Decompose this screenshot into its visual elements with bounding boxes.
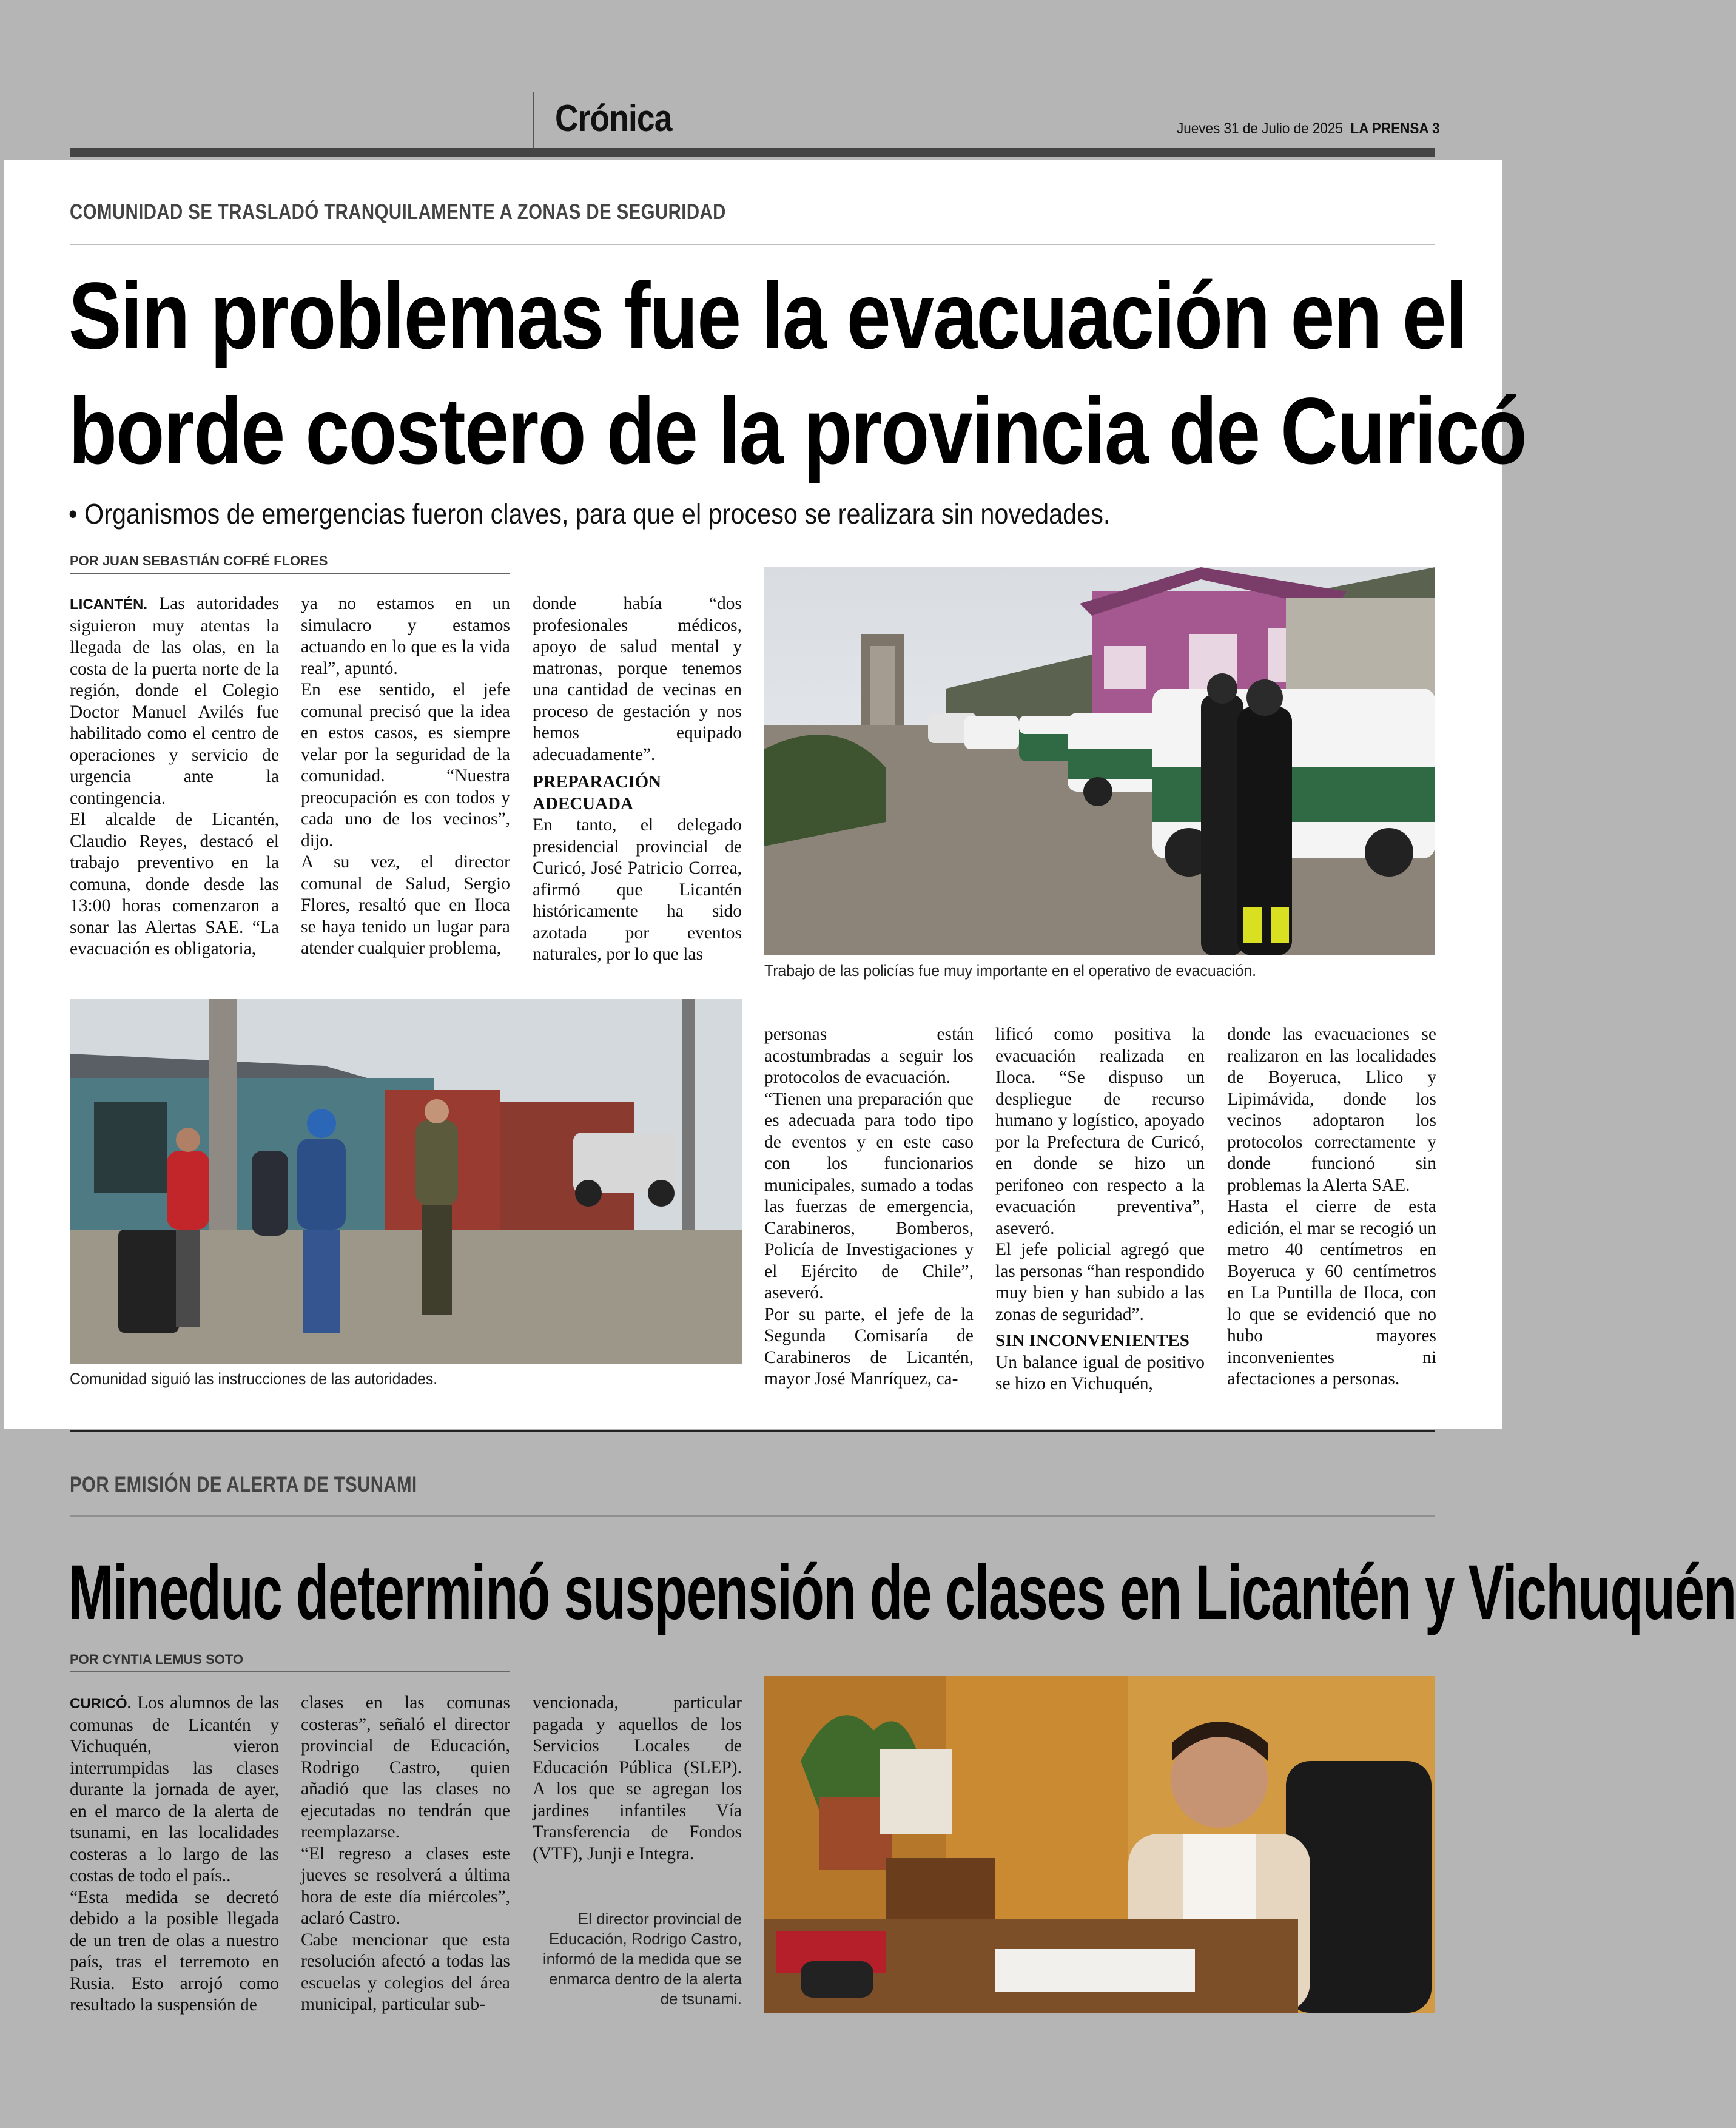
subheading: SIN INCONVENIENTES [995, 1331, 1189, 1350]
paragraph: En tanto, el delegado presidencial provincial de Curicó, José Patricio Correa, afirmó que Licantén históricamente ha sido azotada por eventos naturales, por lo que las [533, 815, 742, 964]
article1-column-3 [533, 593, 742, 966]
paragraph: donde había “dos profesionales médicos, apoyo de salud mental y matronas, porque tenemos una cantidad de vecinas en proceso de gestación y nos hemos equipado adecuadamente”. [533, 594, 742, 764]
photo2-caption: Comunidad siguió las instrucciones de las autoridades. [70, 1370, 438, 1388]
section-name: Crónica [555, 98, 672, 140]
paragraph: personas están acostumbradas a seguir los protocolos de evacuación. [764, 1025, 974, 1087]
paragraph: En ese sentido, el jefe comunal precisó que la idea en estos casos, es siempre velar por la seguridad de la comunidad. “Nuestra preocupación es con todos y cada uno de los vecinos”, dijo. [301, 680, 510, 850]
paragraph: ya no estamos en un simulacro y estamos actuando en lo que es la vida real”, apuntó. [301, 594, 510, 678]
paragraph: Las autoridades siguieron muy atentas la llegada de las olas, en la costa de la puerta norte de la región, donde el Colegio Doctor Manuel Avilés fue habilitado como el centro de operaciones y servicio de urgencia ante la contingencia. [70, 594, 279, 808]
article2-column-3 [533, 1692, 742, 1865]
police-evacuation-photo [764, 567, 1435, 955]
byline-rule [70, 1671, 510, 1672]
paragraph: “El regreso a clases este jueves se resolverá a última hora de este día miércoles”, aclaró Castro. [301, 1843, 510, 1928]
paragraph: Los alumnos de las comunas de Licantén y Vichuquén, vieron interrumpidas las clases durante la jornada de ayer, en el marco de la alerta de tsunami, en las localidades costeras a lo largo de las costas de todo el país.. [70, 1693, 279, 1885]
director-photo [764, 1676, 1435, 2013]
paragraph: Por su parte, el jefe de la Segunda Comisaría de Carabineros de Licantén, mayor José Manríquez, ca- [764, 1304, 974, 1389]
issue-date: Jueves 31 de Julio de 2025 [1177, 120, 1343, 137]
community-photo [70, 999, 742, 1364]
article1-headline-line1: Sin problemas fue la evacuación en el [69, 263, 1467, 369]
photo3-caption: El director provincial de Educación, Rodrigo Castro, informó de la medida que se enmarca dentro de la alerta de tsunami. [542, 1910, 742, 2008]
paragraph: Hasta el cierre de esta edición, el mar se recogió un metro 40 centímetros en Boyeruca y 60 centímetros en La Puntilla de Iloca, con lo que se evidenció que no hubo mayores inconvenientes ni afectaciones a personas. [1227, 1197, 1436, 1389]
paragraph: vencionada, particular pagada y aquellos de los Servicios Locales de Educación Pública (SLEP). A los que se agregan los jardines infantiles Vía Transferencia de Fondos (VTF), Junji e Integra. [533, 1693, 742, 1864]
photo1-caption: Trabajo de las policías fue muy importante en el operativo de evacuación. [764, 961, 1256, 980]
article2-byline: POR CYNTIA LEMUS SOTO [70, 1652, 244, 1667]
paper-page: LA PRENSA 3 [1350, 120, 1440, 137]
paragraph: A su vez, el director comunal de Salud, Sergio Flores, resaltó que en Iloca se haya tenido un lugar para atender cualquier problema, [301, 852, 510, 958]
article1-column-6 [1227, 1024, 1436, 1390]
kicker-rule [70, 1515, 1435, 1517]
article1-headline-line2: borde costero de la provincia de Curicó [69, 379, 1527, 484]
byline-rule [70, 573, 510, 574]
masthead-divider [533, 92, 534, 148]
paragraph: El alcalde de Licantén, Claudio Reyes, destacó el trabajo preventivo en la comuna, donde desde las 13:00 horas comenzaron a sonar las Alertas SAE. “La evacuación es obligatoria, [70, 810, 279, 958]
kicker-rule [70, 244, 1435, 245]
paragraph: clases en las comunas costeras”, señaló el director provincial de Educación, Rodrigo Castro, quien añadió que las clases no ejecutadas no tendrán que reemplazarse. [301, 1693, 510, 1842]
dateline: LICANTÉN. [70, 596, 147, 613]
paragraph: “Esta medida se decretó debido a la posible llegada de un tren de olas a nuestro país, tras el terremoto en Rusia. Esto arrojó como resultado la suspensión de [70, 1887, 279, 2015]
article2-headline: Mineduc determinó suspensión de clases en Licantén y Vichuquén [69, 1549, 1736, 1636]
article1-kicker: COMUNIDAD SE TRASLADÓ TRANQUILAMENTE A ZONAS DE SEGURIDAD [70, 200, 726, 224]
article1-column-1 [70, 593, 279, 960]
paragraph: Un balance igual de positivo se hizo en Vichuquén, [995, 1352, 1205, 1393]
article2-column-2 [301, 1692, 510, 2016]
paragraph: El jefe policial agregó que las personas “han respondido muy bien y han subido a las zonas de seguridad”. [995, 1240, 1205, 1324]
subheading: PREPARACIÓN ADECUADA [533, 772, 662, 813]
article1-byline: POR JUAN SEBASTIÁN COFRÉ FLORES [70, 553, 328, 568]
masthead-rule [70, 148, 1435, 157]
paragraph: donde las evacuaciones se realizaron en las localidades de Boyeruca, Llico y Lipimávida, donde los vecinos adoptaron los protocolos correctamente y donde funcionó sin problemas la Alerta SAE. [1227, 1025, 1436, 1195]
article1-summary: • Organismos de emergencias fueron claves, para que el proceso se realizara sin novedades. [69, 498, 1111, 530]
masthead-date-line [1177, 120, 1440, 138]
article2-kicker: POR EMISIÓN DE ALERTA DE TSUNAMI [70, 1473, 417, 1497]
article-separator [70, 1430, 1435, 1432]
article1-column-4 [764, 1024, 974, 1390]
dateline: CURICÓ. [70, 1695, 132, 1712]
paragraph: “Tienen una preparación que es adecuada para todo tipo de eventos y en este caso con los funcionarios municipales, sumado a todas las fuerzas de emergencia, Carabineros, Bomberos, Policía de Investigaciones y el Ejército de Chile”, aseveró. [764, 1089, 974, 1302]
paragraph: Cabe mencionar que esta resolución afectó a todas las escuelas y colegios del área municipal, particular sub- [301, 1930, 510, 2014]
article2-column-1 [70, 1692, 279, 2016]
article1-column-5 [995, 1024, 1205, 1395]
article1-column-2 [301, 593, 510, 960]
paragraph: lificó como positiva la evacuación realizada en Iloca. “Se dispuso un despliegue de recurso humano y logístico, apoyado por la Prefectura de Curicó, en donde se hizo un perifoneo con respecto a la evacuación preventiva”, aseveró. [995, 1025, 1205, 1238]
